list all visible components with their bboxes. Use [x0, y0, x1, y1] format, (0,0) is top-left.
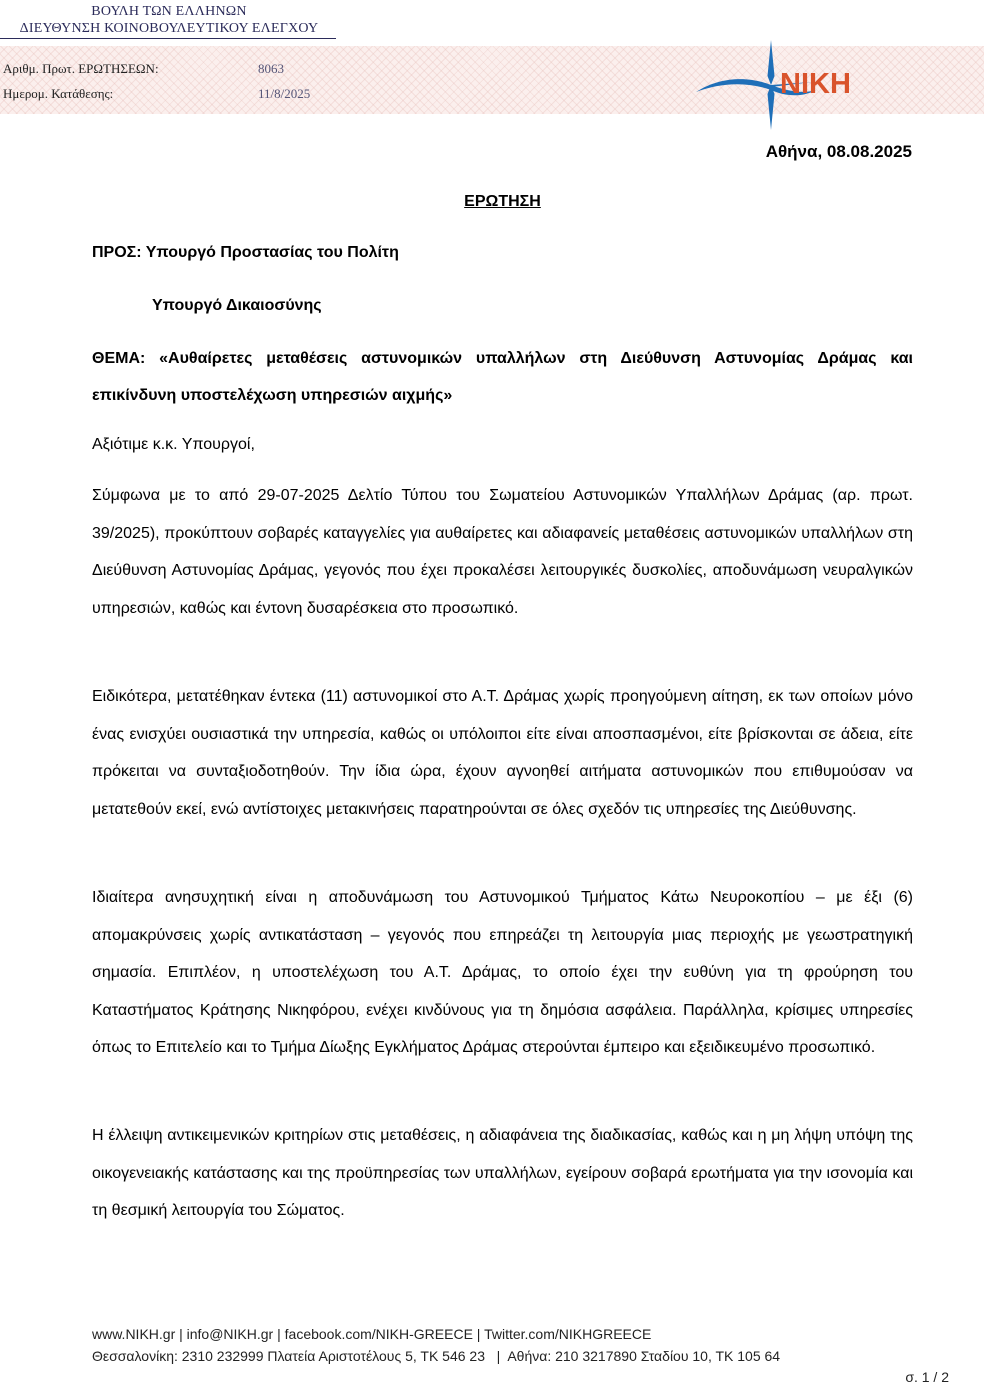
filing-date-value: 11/8/2025 [258, 86, 311, 101]
document-title: ΕΡΩΤΗΣΗ [464, 193, 541, 210]
subject-line: ΘΕΜΑ: «Αυθαίρετες μεταθέσεις αστυνομικών υπαλλήλων στη Διεύθυνση Αστυνομίας Δράμας και επικίνδυνη υποστελέχωση υπηρεσιών αιχμής» [92, 350, 913, 404]
recipient-line-1: ΠΡΟΣ: Υπουργό Προστασίας του Πολίτη [92, 244, 399, 261]
nikh-logo [694, 38, 884, 132]
filing-date-label: Ημερομ. Κατάθεσης: [3, 86, 114, 101]
footer-addresses: Θεσσαλονίκη: 2310 232999 Πλατεία Αριστοτέλους 5, ΤΚ 546 23 | Αθήνα: 210 3217890 Σταδίου 10, ΤΚ 105 64 [92, 1348, 781, 1364]
document-date: Αθήνα, 08.08.2025 [765, 142, 912, 161]
page-number: σ. 1 / 2 [905, 1369, 949, 1385]
recipient-line-2: Υπουργό Δικαιοσύνης [152, 297, 322, 314]
logo-text: NIKH [780, 68, 851, 100]
salutation: Αξιότιμε κ.κ. Υπουργοί, [92, 436, 255, 453]
protocol-value: 8063 [258, 61, 284, 76]
stamp-divider [0, 38, 336, 39]
directorate-name: ΔΙΕΥΘΥΝΣΗ ΚΟΙΝΟΒΟΥΛΕΥΤΙΚΟΥ ΕΛΕΓΧΟΥ [19, 21, 319, 36]
protocol-label: Αριθμ. Πρωτ. ΕΡΩΤΗΣΕΩΝ: [3, 61, 159, 76]
parliament-name: ΒΟΥΛΗ ΤΩΝ ΕΛΛΗΝΩΝ [91, 4, 247, 19]
body-paragraph-1: Σύμφωνα με το από 29-07-2025 Δελτίο Τύπου του Σωματείου Αστυνομικών Υπαλλήλων Δράμας (αρ. πρωτ. 39/2025), προκύπτουν σοβαρές καταγγελίες για αυθαίρετες και αδιαφανείς μεταθέσεις αστυνομικών υπαλλήλων στη Διεύθυνση Αστυνομίας Δράμας, γεγονός που έχει προκαλέσει λειτουργικές δυσκολίες, αποδυνάμωση νευραλγικών υπηρεσιών, καθώς και έντονη δυσαρέσκεια στο προσωπικό. [92, 487, 913, 617]
body-paragraph-3: Ιδιαίτερα ανησυχητική είναι η αποδυνάμωση του Αστυνομικού Τμήματος Κάτω Νευροκοπίου – με έξι (6) απομακρύνσεις χωρίς αντικατάσταση – γεγονός που επηρεάζει τη λειτουργία μιας περιοχής με γεωστρατηγική σημασία. Επιπλέον, η υποστελέχωση του Α.Τ. Δράμας, το οποίο έχει την ευθύνη για τη φρούρηση του Καταστήματος Κράτησης Νικηφόρου, ενέχει κινδύνους για τη δημόσια ασφάλεια. Παράλληλα, κρίσιμες υπηρεσίες όπως το Επιτελείο και το Τμήμα Δίωξης Εγκλήματος Δράμας στερούνται έμπειρο και εξειδικευμένο προσωπικό. [92, 889, 913, 1057]
body-paragraph-2: Ειδικότερα, μετατέθηκαν έντεκα (11) αστυνομικοί στο Α.Τ. Δράμας χωρίς προηγούμενη αίτηση, εκ των οποίων μόνο ένας ενισχύει ουσιαστικά την υπηρεσία, καθώς οι υπόλοιποι είτε είναι αποσπασμένοι, είτε βρίσκονται σε άδεια, είτε πρόκειται να συνταξιοδοτηθούν. Την ίδια ώρα, έχουν αγνοηθεί αιτήματα αστυνομικών που επιθυμούσαν να μετατεθούν εκεί, ενώ αντίστοιχες μετακινήσεις παρατηρούνται σε όλες σχεδόν τις υπηρεσίες της Διεύθυνσης. [92, 688, 913, 818]
body-paragraph-4: Η έλλειψη αντικειμενικών κριτηρίων στις μεταθέσεις, η αδιαφάνεια της διαδικασίας, καθώς και η μη λήψη υπόψη της οικογενειακής κατάστασης και της προϋπηρεσίας των υπαλλήλων, εγείρουν σοβαρά ερωτήματα για την ισονομία και τη θεσμική λειτουργία του Σώματος. [92, 1127, 913, 1220]
footer-links: www.NIKH.gr | info@NIKH.gr | facebook.com/NIKH-GREECE | Twitter.com/NIKHGREECE [92, 1326, 652, 1342]
